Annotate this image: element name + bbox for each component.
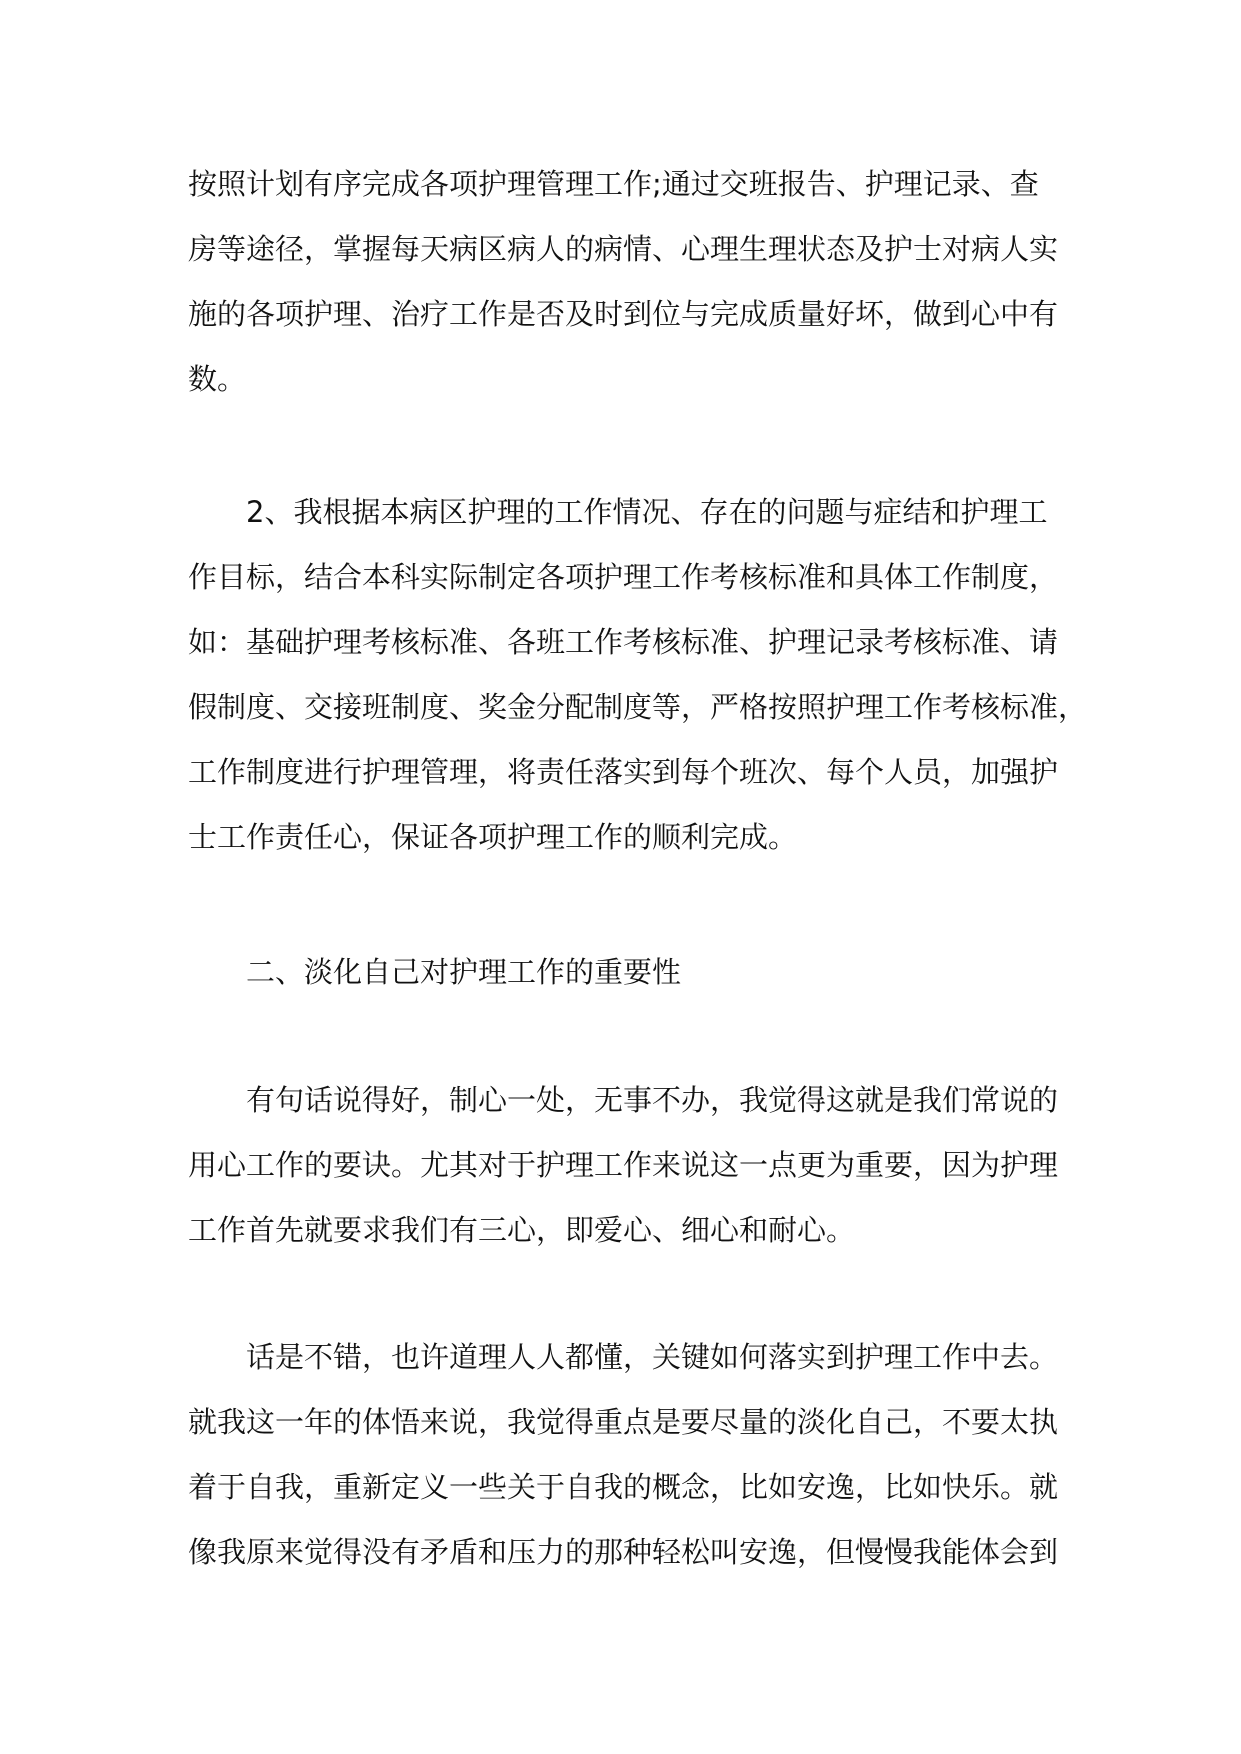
section-heading [188, 940, 1068, 1005]
paragraph-line: 作目标，结合本科实际制定各项护理工作考核标准和具体工作制度， [188, 560, 1059, 594]
paragraph-management-process [188, 152, 1068, 412]
paragraph-self-reflection [188, 1325, 1068, 1585]
paragraph-line: 士工作责任心，保证各项护理工作的顺利完成。 [188, 820, 798, 854]
paragraph-line: 如：基础护理考核标准、各班工作考核标准、护理记录考核标准、请 [188, 625, 1059, 659]
paragraph-line: 按照计划有序完成各项护理管理工作;通过交班报告、护理记录、查 [188, 167, 1039, 201]
paragraph-line: 施的各项护理、治疗工作是否及时到位与完成质量好坏，做到心中有 [188, 297, 1059, 331]
paragraph-line: 就我这一年的体悟来说，我觉得重点是要尽量的淡化自己，不要太执 [188, 1405, 1059, 1439]
paragraph-line: 数。 [188, 362, 247, 396]
paragraph-line: 工作制度进行护理管理，将责任落实到每个班次、每个人员，加强护 [188, 755, 1059, 789]
paragraph-line: 着于自我，重新定义一些关于自我的概念，比如安逸，比如快乐。就 [188, 1470, 1059, 1504]
paragraph-line: 假制度、交接班制度、奖金分配制度等，严格按照护理工作考核标准， [188, 690, 1088, 724]
paragraph-line: 像我原来觉得没有矛盾和压力的那种轻松叫安逸，但慢慢我能体会到 [188, 1535, 1059, 1569]
paragraph-line: 工作首先就要求我们有三心，即爱心、细心和耐心。 [188, 1213, 856, 1247]
paragraph-line: 有句话说得好，制心一处，无事不办，我觉得这就是我们常说的 [246, 1083, 1059, 1117]
paragraph-line: 房等途径，掌握每天病区病人的病情、心理生理状态及护士对病人实 [188, 232, 1059, 266]
paragraph-line: 用心工作的要诀。尤其对于护理工作来说这一点更为重要，因为护理 [188, 1148, 1059, 1182]
paragraph-line: 2、我根据本病区护理的工作情况、存在的问题与症结和护理工 [246, 495, 1048, 529]
paragraph-line: 话是不错，也许道理人人都懂，关键如何落实到护理工作中去。 [246, 1340, 1059, 1374]
section-heading-text: 二、淡化自己对护理工作的重要性 [246, 955, 682, 989]
paragraph-three-hearts [188, 1068, 1068, 1263]
paragraph-standards-and-rules [188, 480, 1088, 870]
